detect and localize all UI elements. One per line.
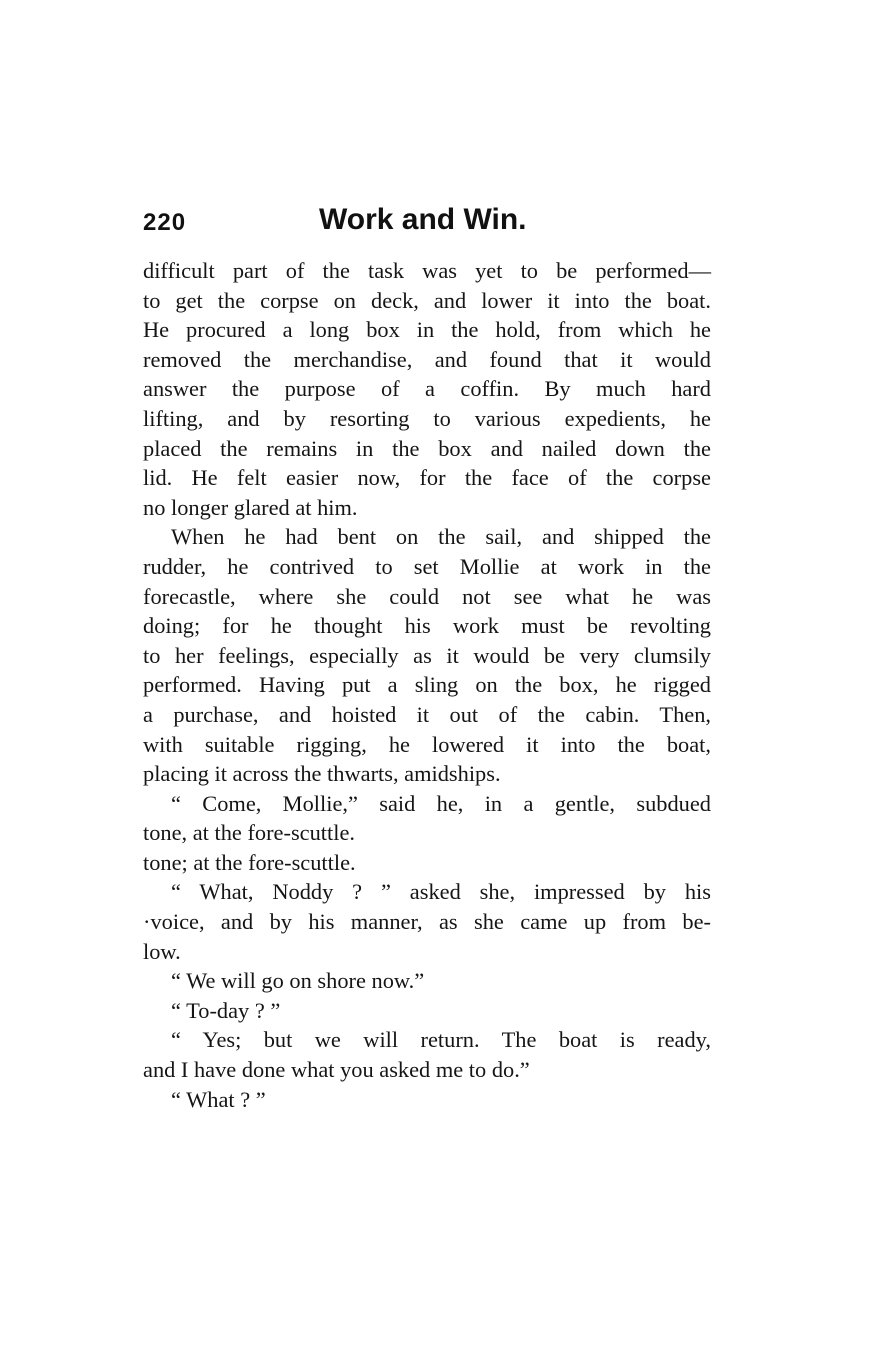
text-line: “ We will go on shore now.” xyxy=(171,968,425,994)
text-line: “ Yes; but we will return. The boat is ready, xyxy=(171,1027,711,1053)
running-header xyxy=(143,203,713,239)
text-line: placing it across the thwarts, amidships. xyxy=(143,761,501,787)
text-line: and I have done what you asked me to do.” xyxy=(143,1057,530,1083)
text-line: to get the corpse on deck, and lower it into the boat. xyxy=(143,287,711,313)
text-line: placed the remains in the box and nailed down the xyxy=(143,435,711,461)
text-line: When he had bent on the sail, and shipped the xyxy=(171,524,711,550)
running-title: Work and Win. xyxy=(319,203,527,236)
text-line: “ What, Noddy ? ” asked she, impressed by his xyxy=(171,879,711,905)
text-line: forecastle, where she could not see what he was xyxy=(143,583,711,609)
paragraph xyxy=(143,256,711,522)
text-line: removed the merchandise, and found that it would xyxy=(143,346,711,372)
text-line: low. xyxy=(143,938,181,964)
text-line: lifting, and by resorting to various expedients, he xyxy=(143,405,711,431)
text-line: tone, at the fore-scuttle. xyxy=(143,820,356,846)
text-line: performed. Having put a sling on the box, he rigged xyxy=(143,672,711,698)
text-line: ·voice, and by his manner, as she came up from be- xyxy=(143,909,711,935)
body-text xyxy=(143,256,711,1114)
paragraph xyxy=(143,877,711,966)
text-line: doing; for he thought his work must be revolting xyxy=(143,613,711,639)
paragraph xyxy=(143,522,711,788)
text-line: “ To-day ? ” xyxy=(171,997,281,1023)
text-line: tone; at the fore-scuttle. xyxy=(143,849,356,875)
paragraph xyxy=(143,996,711,1026)
text-line: with suitable rigging, he lowered it into the boat, xyxy=(143,731,711,757)
text-line: He procured a long box in the hold, from which he xyxy=(143,317,711,343)
text-line: answer the purpose of a coffin. By much hard xyxy=(143,376,711,402)
paragraph xyxy=(143,966,711,996)
paragraph xyxy=(143,1085,711,1115)
text-line: “ Come, Mollie,” said he, in a gentle, subdued xyxy=(171,790,711,816)
paragraph xyxy=(143,789,711,878)
text-line: difficult part of the task was yet to be performed— xyxy=(143,258,711,283)
text-line: no longer glared at him. xyxy=(143,494,358,520)
text-line: a purchase, and hoisted it out of the cabin. Then, xyxy=(143,701,711,727)
text-line: lid. He felt easier now, for the face of the corpse xyxy=(143,465,711,491)
text-line: rudder, he contrived to set Mollie at work in the xyxy=(143,553,711,579)
text-line: “ What ? ” xyxy=(171,1086,266,1112)
page-number: 220 xyxy=(143,209,187,236)
text-line: to her feelings, especially as it would be very clumsily xyxy=(143,642,711,668)
paragraph xyxy=(143,1025,711,1084)
